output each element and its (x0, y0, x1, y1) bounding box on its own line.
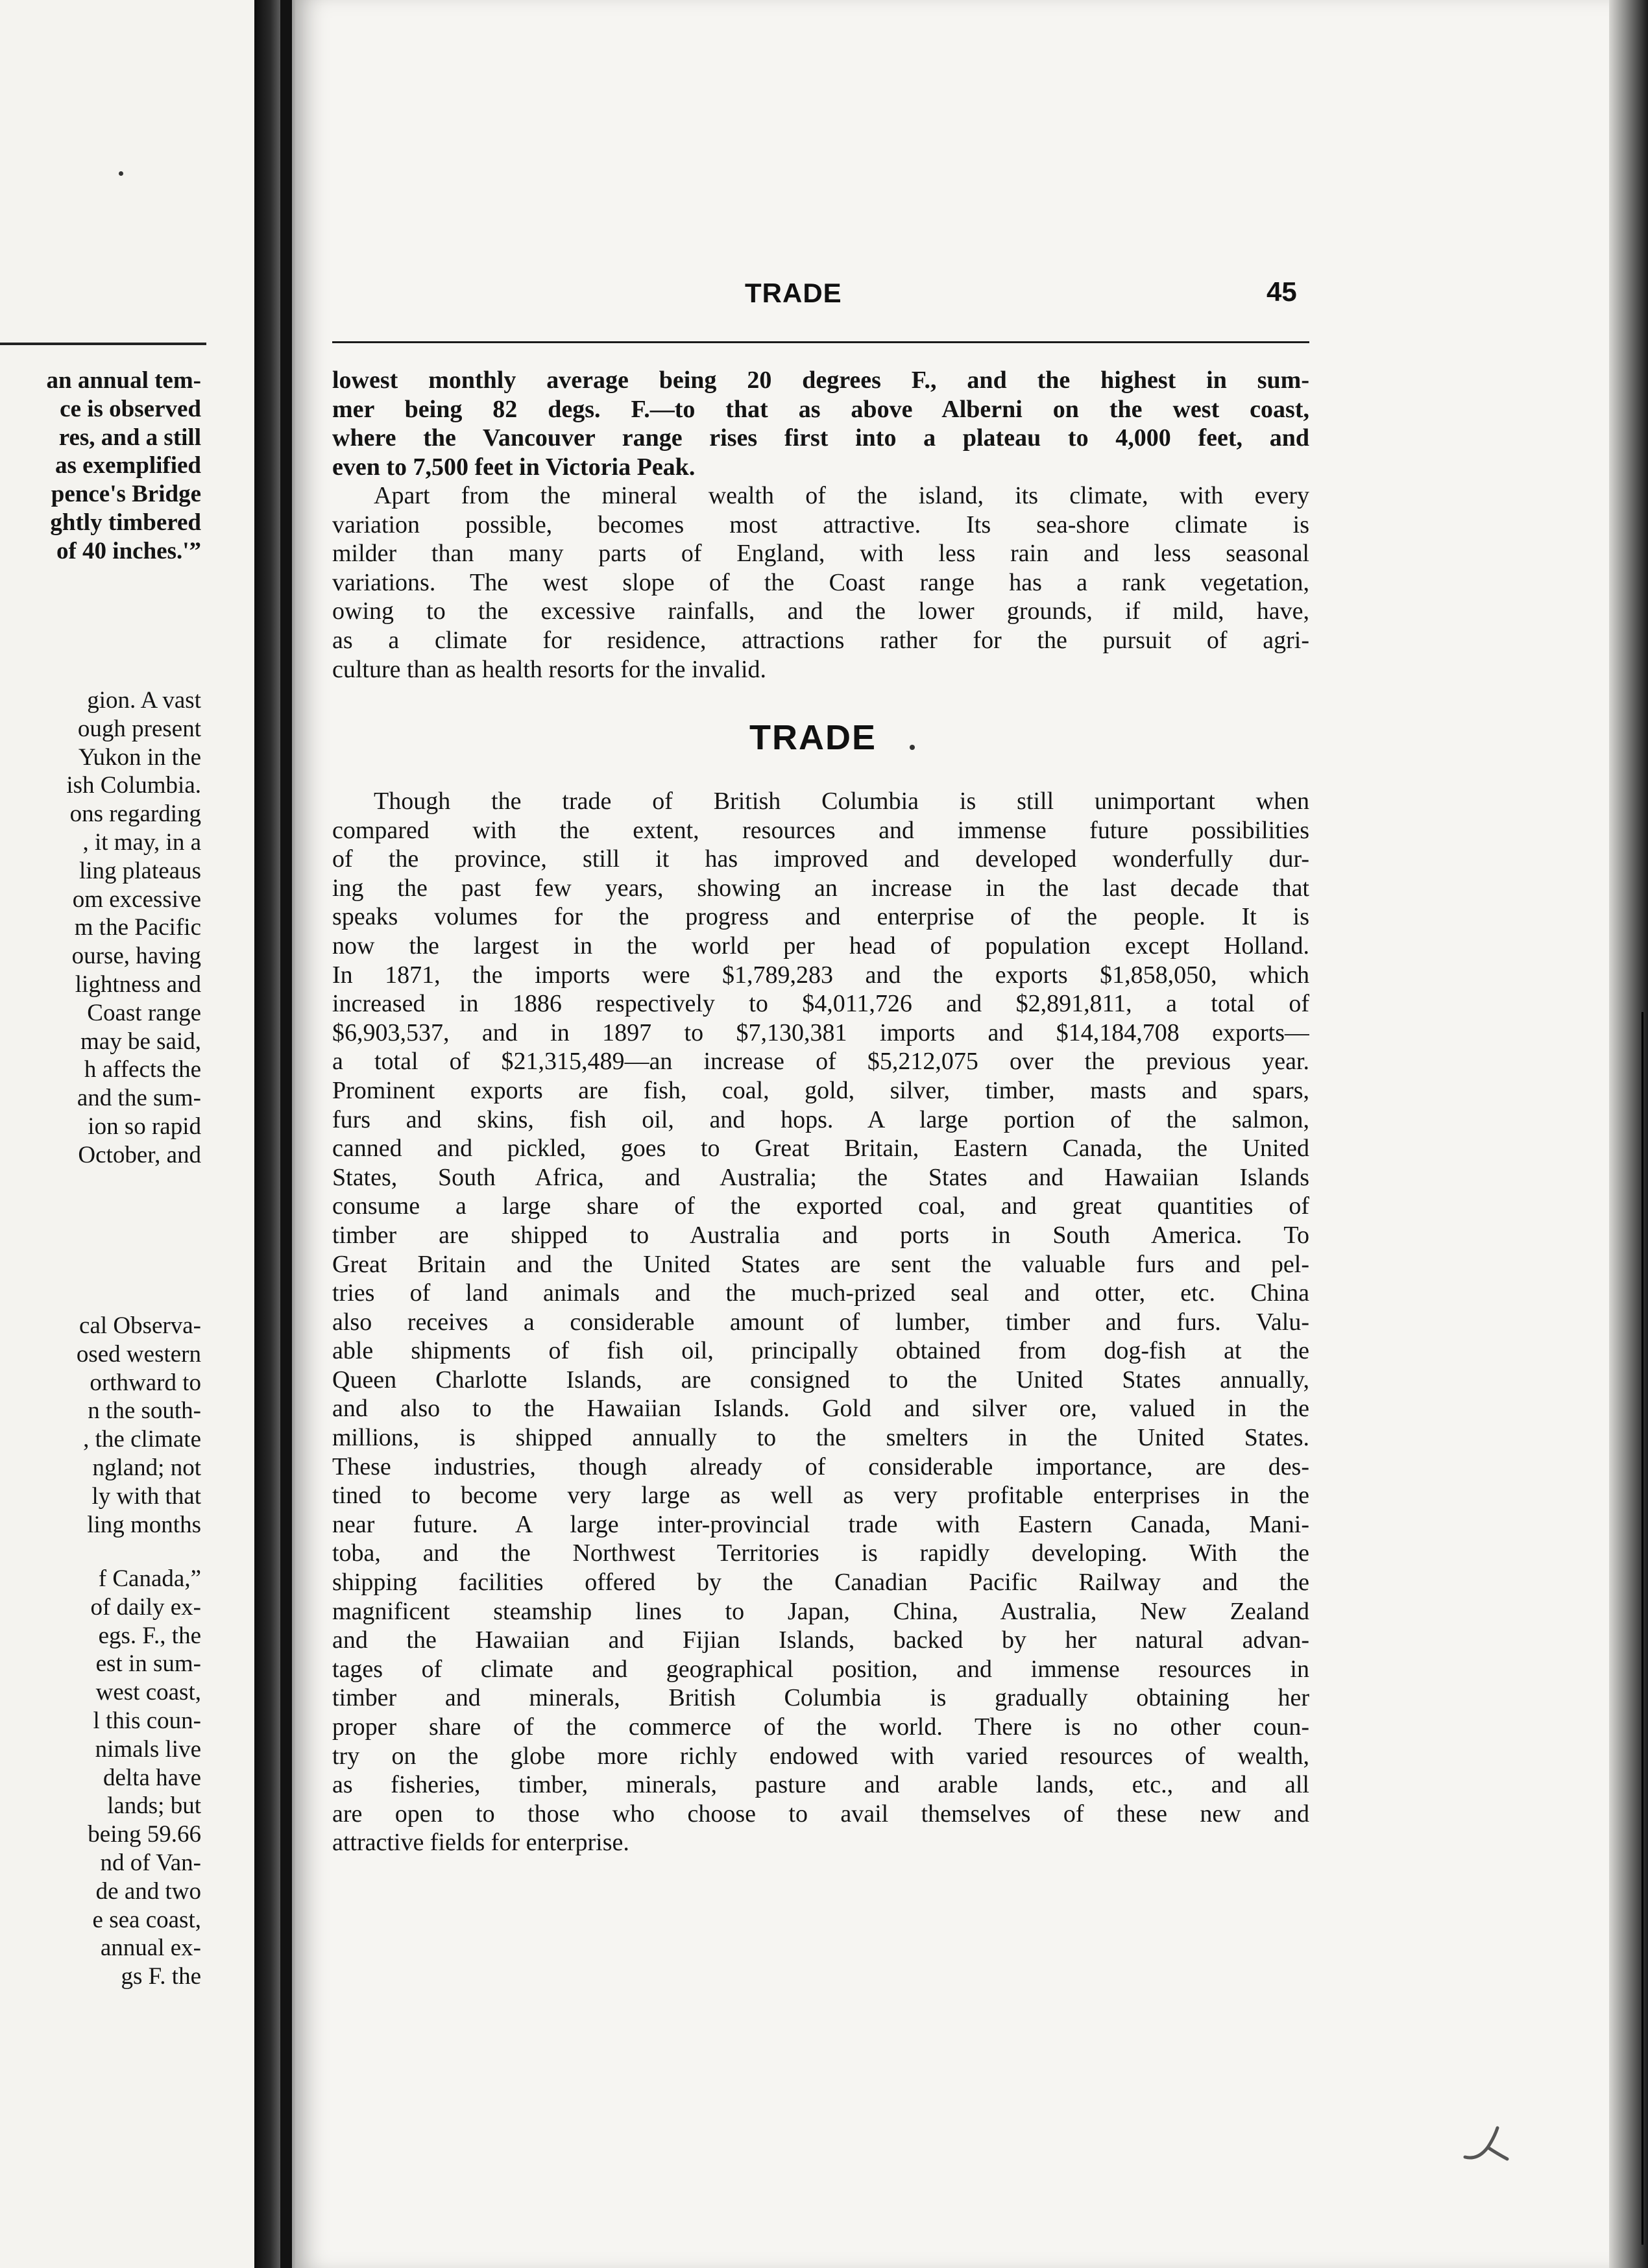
text-line: ngland; not (92, 1454, 201, 1481)
text-line: also receives a considerable amount of lumber, timber and furs. Valu- (332, 1308, 1309, 1336)
text-line: l this coun- (93, 1707, 201, 1734)
text-line: ce is observed (60, 395, 201, 422)
ink-speck (119, 171, 123, 176)
book-gutter (254, 0, 300, 2268)
text-line: proper share of the commerce of the world. There is no other coun- (332, 1713, 1309, 1741)
text-line: These industries, though already of considerable importance, are des- (332, 1453, 1309, 1480)
text-line: ish Columbia. (66, 772, 201, 799)
text-line: compared with the extent, resources and immense future possibilities (332, 816, 1309, 844)
text-line: of the province, still it has improved and developed wonderfully dur- (332, 845, 1309, 873)
page-number: 45 (1266, 276, 1297, 307)
text-line: Coast range (87, 999, 201, 1026)
text-line: , it may, in a (82, 828, 201, 856)
text-line: gion. A vast (87, 687, 201, 714)
text-line: and the sum- (77, 1085, 201, 1112)
text-line: ough present (77, 715, 201, 742)
text-line: toba, and the Northwest Territories is rapidly developing. With the (332, 1539, 1309, 1567)
text-line: delta have (103, 1764, 201, 1791)
text-line: , the climate (83, 1426, 201, 1453)
section-heading: TRADE (749, 718, 877, 757)
text-line: an annual tem- (46, 367, 201, 394)
text-line: as a climate for residence, attractions rather for the pursuit of agri- (332, 626, 1309, 654)
text-line: near future. A large inter-provincial trade with Eastern Canada, Mani- (332, 1510, 1309, 1538)
text-line: States, South Africa, and Australia; the States and Hawaiian Islands (332, 1163, 1309, 1191)
text-line: f Canada,” (98, 1565, 201, 1592)
text-line: millions, is shipped annually to the smelters in the United States. (332, 1424, 1309, 1452)
text-line: h affects the (84, 1056, 201, 1083)
text-line: culture than as health resorts for the invalid. (332, 655, 767, 683)
previous-page (0, 0, 254, 2268)
text-line: om excessive (72, 886, 201, 913)
previous-page-block-4 (0, 1565, 201, 1991)
text-line: Apart from the mineral wealth of the island, its climate, with every (374, 482, 1309, 509)
text-line: as fisheries, timber, minerals, pasture and arable lands, etc., and all (332, 1771, 1309, 1799)
text-line: de and two (95, 1877, 201, 1905)
text-line: increased in 1886 respectively to $4,011,726 and $2,891,811, a total of (332, 990, 1309, 1018)
trade-paragraph (332, 787, 1309, 1857)
text-line: lightness and (75, 971, 201, 998)
text-line: est in sum- (95, 1650, 201, 1678)
text-line: ling months (87, 1511, 201, 1538)
text-line: cal Observa- (79, 1312, 201, 1339)
previous-page-block-3 (0, 1312, 201, 1539)
text-line: pence's Bridge (51, 481, 201, 508)
text-line: and also to the Hawaiian Islands. Gold and silver ore, valued in the (332, 1395, 1309, 1423)
text-line: variation possible, becomes most attractive. Its sea-shore climate is (332, 511, 1309, 538)
text-line: furs and skins, fish oil, and hops. A large portion of the salmon, (332, 1105, 1309, 1133)
text-line: may be said, (80, 1028, 201, 1055)
text-line: orthward to (90, 1369, 201, 1396)
text-line: n the south- (88, 1397, 201, 1425)
continuation-paragraph (332, 366, 1309, 481)
text-line: and the Hawaiian and Fijian Islands, backed by her natural advan- (332, 1626, 1309, 1654)
pencil-mark (1459, 2121, 1510, 2167)
text-line: variations. The west slope of the Coast range has a rank vegetation, (332, 568, 1309, 596)
text-line: a total of $21,315,489—an increase of $5,212,075 over the previous year. (332, 1048, 1309, 1076)
text-line: ion so rapid (88, 1113, 201, 1140)
text-line: tined to become very large as well as very profitable enterprises in the (332, 1482, 1309, 1510)
previous-page-block-1 (0, 367, 201, 566)
text-line: Though the trade of British Columbia is still unimportant when (374, 788, 1309, 815)
text-line: m the Pacific (74, 914, 201, 941)
text-line: are open to those who choose to avail themselves of these new and (332, 1800, 1309, 1828)
text-line: milder than many parts of England, with less rain and less seasonal (332, 540, 1309, 568)
text-line: $6,903,537, and in 1897 to $7,130,381 imports and $14,184,708 exports— (332, 1019, 1309, 1046)
text-line: tries of land animals and the much-prized seal and otter, etc. China (332, 1279, 1309, 1307)
text-line: owing to the excessive rainfalls, and the lower grounds, if mild, have, (332, 597, 1309, 625)
text-line: of 40 inches.'” (56, 537, 201, 564)
text-line: of daily ex- (90, 1593, 201, 1621)
text-line: Queen Charlotte Islands, are consigned to the United States annually, (332, 1366, 1309, 1393)
text-line: timber are shipped to Australia and ports in South America. To (332, 1221, 1309, 1249)
text-line: attractive fields for enterprise. (332, 1829, 629, 1857)
running-header-title: TRADE (745, 278, 842, 308)
text-line: being 59.66 (88, 1821, 201, 1848)
text-line: nimals live (95, 1735, 201, 1763)
text-line: mer being 82 degs. F.—to that as above Alberni on the west coast, (332, 395, 1309, 423)
text-line: shipping facilities offered by the Canadian Pacific Railway and the (332, 1569, 1309, 1597)
text-line: tages of climate and geographical position, and immense resources in (332, 1655, 1309, 1683)
previous-page-block-2 (0, 686, 201, 1170)
text-line: osed western (76, 1340, 201, 1368)
text-line: canned and pickled, goes to Great Britain, Eastern Canada, the United (332, 1135, 1309, 1163)
text-line: lowest monthly average being 20 degrees F., and the highest in sum- (332, 367, 1309, 394)
text-line: where the Vancouver range rises first into a plateau to 4,000 feet, and (332, 424, 1309, 452)
text-line: try on the globe more richly endowed with varied resources of wealth, (332, 1742, 1309, 1770)
text-line: as exemplified (55, 452, 201, 479)
text-line: res, and a still (58, 424, 201, 451)
text-line: ing the past few years, showing an increase in the last decade that (332, 874, 1309, 902)
text-line: ghtly timbered (50, 509, 201, 536)
ink-speck (910, 745, 915, 750)
text-line: annual ex- (100, 1935, 201, 1962)
text-line: speaks volumes for the progress and enterprise of the people. It is (332, 903, 1309, 931)
text-line: gs F. the (121, 1963, 201, 1990)
text-line: Great Britain and the United States are sent the valuable furs and pel- (332, 1250, 1309, 1278)
climate-paragraph (332, 481, 1309, 684)
text-line: Prominent exports are fish, coal, gold, silver, timber, masts and spars, (332, 1076, 1309, 1104)
text-line: lands; but (107, 1792, 201, 1820)
text-line: magnificent steamship lines to Japan, China, Australia, New Zealand (332, 1597, 1309, 1625)
text-line: timber and minerals, British Columbia is gradually obtaining her (332, 1684, 1309, 1712)
text-line: Yukon in the (78, 743, 201, 771)
text-line: ly with that (91, 1482, 201, 1510)
text-line: ling plateaus (79, 857, 201, 884)
scan-border-line (1642, 1012, 1643, 2245)
text-line: now the largest in the world per head of population except Holland. (332, 932, 1309, 959)
text-line: west coast, (95, 1679, 201, 1706)
text-line: able shipments of fish oil, principally obtained from dog-fish at the (332, 1337, 1309, 1365)
page-binding-edge (280, 0, 292, 2268)
text-line: even to 7,500 feet in Victoria Peak. (332, 453, 696, 481)
text-line: ourse, having (71, 943, 201, 970)
header-rule (332, 341, 1309, 343)
text-line: nd of Van- (100, 1849, 201, 1876)
text-line: ons regarding (69, 801, 201, 828)
text-line: e sea coast, (92, 1906, 201, 1933)
text-line: consume a large share of the exported coal, and great quantities of (332, 1192, 1309, 1220)
previous-page-header-rule (0, 343, 206, 345)
text-line: In 1871, the imports were $1,789,283 and the exports $1,858,050, which (332, 961, 1309, 989)
text-line: October, and (78, 1141, 201, 1168)
text-line: egs. F., the (98, 1622, 201, 1649)
